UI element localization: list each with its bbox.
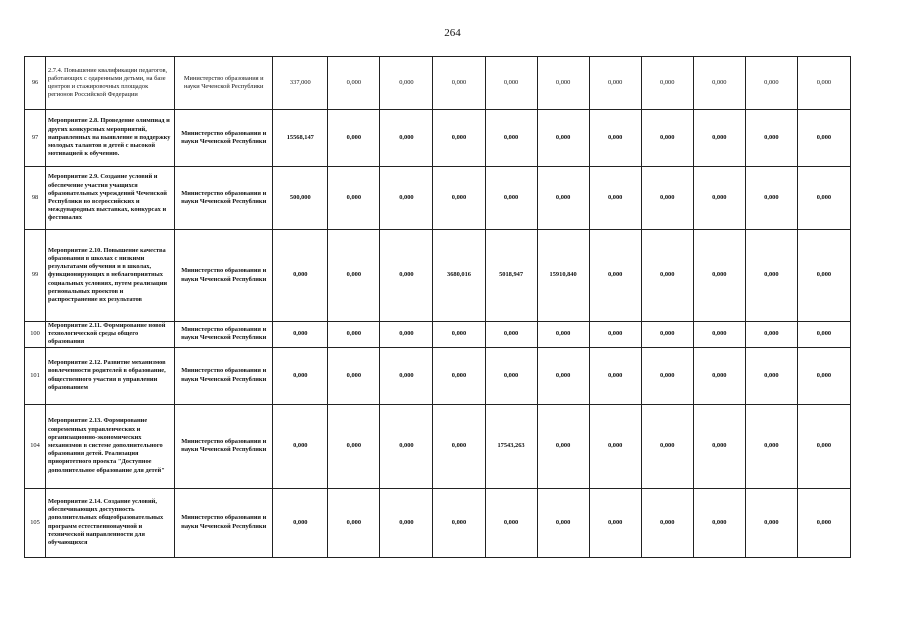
funding-value: 0,000	[589, 322, 641, 348]
measure-name: 2.7.4. Повышение квалификации педагогов, работающих с одаренными детьми, на базе центров и стажировочных площадок регионов Российской Федерации	[46, 57, 175, 110]
funding-value: 0,000	[641, 347, 693, 404]
funding-value: 0,000	[433, 167, 485, 230]
funding-value: 0,000	[537, 404, 589, 488]
funding-value: 0,000	[745, 404, 797, 488]
funding-value: 0,000	[641, 167, 693, 230]
funding-value: 0,000	[380, 322, 433, 348]
funding-value: 0,000	[328, 322, 380, 348]
funding-value: 0,000	[641, 322, 693, 348]
funding-value: 0,000	[537, 110, 589, 167]
funding-value: 0,000	[485, 488, 537, 557]
funding-value: 0,000	[797, 57, 850, 110]
funding-value: 0,000	[693, 488, 745, 557]
row-number: 96	[25, 57, 46, 110]
funding-value: 0,000	[589, 488, 641, 557]
funding-value: 0,000	[328, 57, 380, 110]
funding-value: 0,000	[589, 230, 641, 322]
table-row	[25, 230, 851, 322]
funding-value: 0,000	[693, 404, 745, 488]
funding-value: 3680,016	[433, 230, 485, 322]
funding-value: 0,000	[797, 404, 850, 488]
funding-value: 0,000	[485, 322, 537, 348]
funding-value: 0,000	[433, 110, 485, 167]
row-number: 98	[25, 167, 46, 230]
funding-value: 0,000	[745, 110, 797, 167]
funding-value: 0,000	[328, 488, 380, 557]
funding-value: 5018,947	[485, 230, 537, 322]
funding-value: 0,000	[485, 347, 537, 404]
funding-value: 0,000	[485, 167, 537, 230]
funding-value: 0,000	[380, 488, 433, 557]
budget-table	[24, 56, 851, 558]
funding-value: 0,000	[328, 167, 380, 230]
funding-value: 0,000	[745, 230, 797, 322]
measure-name: Мероприятие 2.10. Повышение качества образования в школах с низкими результатами обучения и в школах, функционирующих в неблагоприятных социальных условиях, путем реализации региональных проектов и распространение их результатов	[46, 230, 175, 322]
row-number: 99	[25, 230, 46, 322]
funding-value: 0,000	[485, 110, 537, 167]
responsible-organization: Министерство образования и науки Чеченской Республики	[175, 230, 273, 322]
funding-value: 0,000	[641, 404, 693, 488]
funding-value: 0,000	[745, 488, 797, 557]
funding-value: 0,000	[641, 57, 693, 110]
table-row	[25, 488, 851, 557]
funding-value: 0,000	[693, 167, 745, 230]
funding-value: 15910,840	[537, 230, 589, 322]
table-row	[25, 57, 851, 110]
funding-value: 0,000	[693, 230, 745, 322]
funding-value: 0,000	[380, 230, 433, 322]
funding-value: 0,000	[693, 347, 745, 404]
funding-value: 0,000	[797, 167, 850, 230]
responsible-organization: Министерство образования и науки Чеченской Республики	[175, 57, 273, 110]
funding-value: 0,000	[589, 347, 641, 404]
funding-value: 0,000	[745, 347, 797, 404]
funding-value: 0,000	[589, 167, 641, 230]
funding-value: 0,000	[693, 110, 745, 167]
measure-name: Мероприятие 2.14. Создание условий, обеспечивающих доступность дополнительных общеобразовательных программ естественнонаучной и технической направленности для обучающихся	[46, 488, 175, 557]
funding-value: 0,000	[380, 110, 433, 167]
row-number: 100	[25, 322, 46, 348]
funding-value: 0,000	[380, 167, 433, 230]
funding-value: 0,000	[328, 230, 380, 322]
funding-value: 0,000	[273, 347, 328, 404]
measure-name: Мероприятие 2.11. Формирование новой технологической среды общего образования	[46, 322, 175, 348]
funding-value: 0,000	[537, 57, 589, 110]
funding-value: 0,000	[433, 322, 485, 348]
responsible-organization: Министерство образования и науки Чеченской Республики	[175, 167, 273, 230]
funding-value: 0,000	[745, 57, 797, 110]
funding-value: 0,000	[380, 347, 433, 404]
row-number: 105	[25, 488, 46, 557]
measure-name: Мероприятие 2.13. Формирование современных управленческих и организационно-экономических механизмов в системе дополнительного образования детей. Реализация приоритетного проекта "Доступное дополнительное образование для детей"	[46, 404, 175, 488]
table-row	[25, 110, 851, 167]
funding-value: 0,000	[589, 110, 641, 167]
funding-value: 0,000	[433, 488, 485, 557]
funding-value: 500,000	[273, 167, 328, 230]
funding-value: 0,000	[273, 488, 328, 557]
page-number: 264	[444, 27, 461, 39]
funding-value: 337,000	[273, 57, 328, 110]
funding-value: 0,000	[433, 57, 485, 110]
funding-value: 0,000	[745, 322, 797, 348]
funding-value: 0,000	[641, 230, 693, 322]
measure-name: Мероприятие 2.8. Проведение олимпиад и других конкурсных мероприятий, направленных на выявление и поддержку молодых талантов и детей с высокой мотивацией к обучению.	[46, 110, 175, 167]
table-row	[25, 167, 851, 230]
funding-value: 0,000	[797, 110, 850, 167]
funding-value: 0,000	[693, 322, 745, 348]
table-row	[25, 322, 851, 348]
funding-value: 0,000	[485, 57, 537, 110]
funding-value: 0,000	[328, 347, 380, 404]
responsible-organization: Министерство образования и науки Чеченской Республики	[175, 110, 273, 167]
row-number: 97	[25, 110, 46, 167]
funding-value: 0,000	[433, 347, 485, 404]
responsible-organization: Министерство образования и науки Чеченской Республики	[175, 404, 273, 488]
funding-value: 0,000	[433, 404, 485, 488]
row-number: 104	[25, 404, 46, 488]
funding-value: 17543,263	[485, 404, 537, 488]
funding-value: 0,000	[537, 322, 589, 348]
measure-name: Мероприятие 2.9. Создание условий и обеспечение участия учащихся образовательных учреждений Чеченской Республики во всероссийских и международных выставках, конкурсах и фестивалях	[46, 167, 175, 230]
funding-value: 15568,147	[273, 110, 328, 167]
funding-value: 0,000	[273, 230, 328, 322]
funding-value: 0,000	[589, 404, 641, 488]
responsible-organization: Министерство образования и науки Чеченской Республики	[175, 322, 273, 348]
funding-value: 0,000	[380, 404, 433, 488]
funding-value: 0,000	[745, 167, 797, 230]
funding-value: 0,000	[328, 110, 380, 167]
funding-value: 0,000	[589, 57, 641, 110]
funding-value: 0,000	[797, 488, 850, 557]
funding-value: 0,000	[537, 167, 589, 230]
row-number: 101	[25, 347, 46, 404]
funding-value: 0,000	[693, 57, 745, 110]
table-row	[25, 347, 851, 404]
responsible-organization: Министерство образования и науки Чеченской Республики	[175, 488, 273, 557]
funding-value: 0,000	[537, 347, 589, 404]
funding-value: 0,000	[328, 404, 380, 488]
measure-name: Мероприятие 2.12. Развитие механизмов вовлеченности родителей в образование, общественного участия в управлении образованием	[46, 347, 175, 404]
table-row	[25, 404, 851, 488]
funding-value: 0,000	[641, 110, 693, 167]
funding-value: 0,000	[797, 322, 850, 348]
funding-value: 0,000	[797, 347, 850, 404]
funding-value: 0,000	[273, 404, 328, 488]
funding-value: 0,000	[797, 230, 850, 322]
funding-value: 0,000	[273, 322, 328, 348]
responsible-organization: Министерство образования и науки Чеченской Республики	[175, 347, 273, 404]
funding-value: 0,000	[380, 57, 433, 110]
funding-value: 0,000	[641, 488, 693, 557]
funding-value: 0,000	[537, 488, 589, 557]
